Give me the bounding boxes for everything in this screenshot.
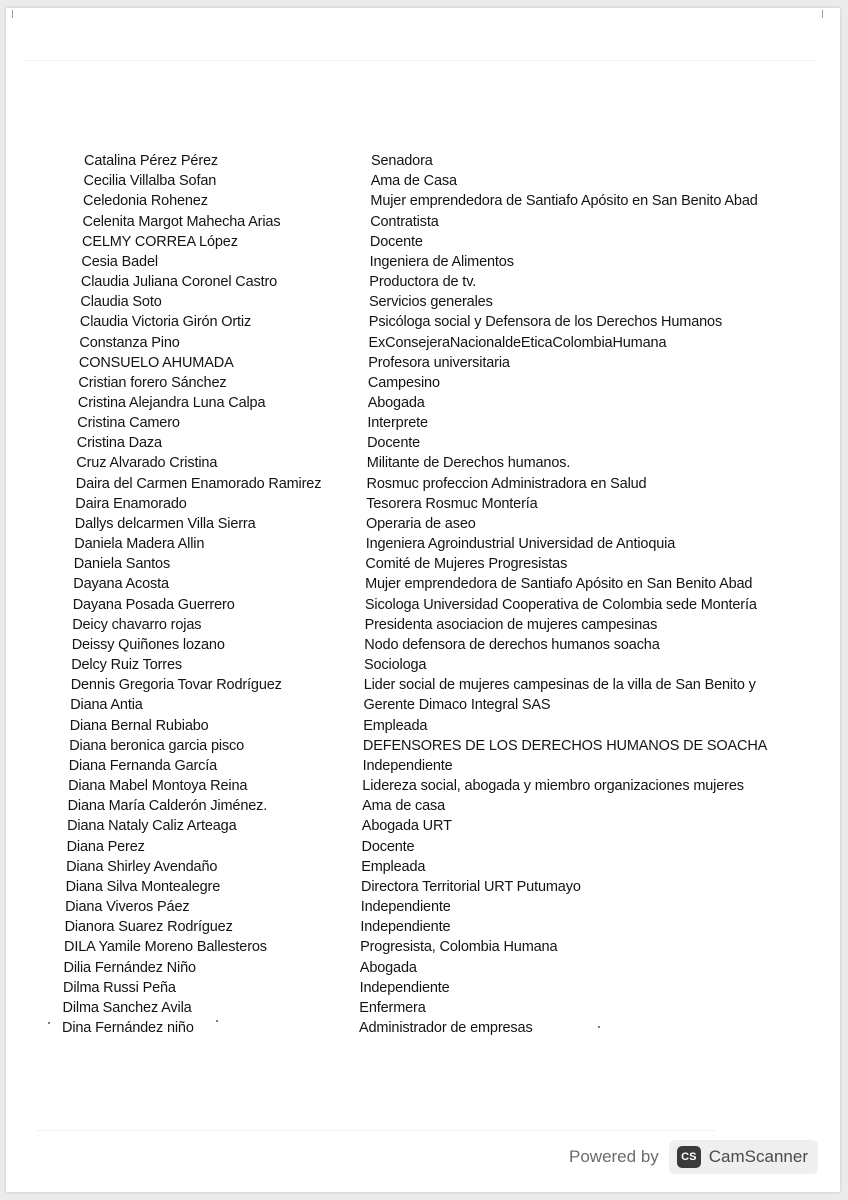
person-name: Diana Shirley Avendaño [66,858,218,875]
person-role: Senadora [371,153,433,169]
list-row [6,554,840,574]
corner-mark-right [822,10,823,18]
person-role: Profesora universitaria [368,354,510,371]
powered-by-label: Powered by [569,1147,659,1166]
person-role: Abogada [367,395,425,411]
person-role: Contratista [370,213,439,230]
person-name: Cristina Daza [76,435,162,452]
person-name: Daniela Madera Allin [74,536,205,553]
person-role: DEFENSORES DE LOS DERECHOS HUMANOS DE SOACHA [362,737,768,754]
list-row [6,816,840,836]
person-role: ExConsejeraNacionaldeEticaColombiaHumana [368,334,667,351]
person-role: Comité de Mujeres Progresistas [365,556,568,573]
person-role: Operaria de aseo [366,515,476,532]
person-name: Dina Fernández niño [62,1020,194,1036]
speck-mark [598,1026,600,1028]
list-row [6,857,840,877]
person-name: Cristian forero Sánchez [78,374,227,391]
list-row [6,615,840,635]
person-role: Productora de tv. [369,274,477,290]
person-name: Constanza Pino [79,334,180,351]
person-name: Celedonia Rohenez [83,193,208,210]
person-name: Diana Viveros Páez [65,899,190,915]
list-row [6,756,840,776]
person-role: Progresista, Colombia Humana [360,939,558,956]
person-role: Docente [369,233,423,250]
scanned-page [6,8,840,1192]
list-row [6,151,840,171]
person-name: Diana María Calderón Jiménez. [67,798,268,815]
list-row [6,191,840,211]
person-name: Deicy chavarro rojas [72,616,202,633]
person-role: Ingeniera Agroindustrial Universidad de Antioquia [365,536,676,553]
person-name: Cruz Alvarado Cristina [76,455,218,472]
person-role: Independiente [360,899,451,915]
list-row [6,595,840,615]
list-row [6,433,840,453]
person-role: Docente [367,435,421,452]
list-row [6,574,840,594]
list-row [6,333,840,353]
person-name: Dayana Posada Guerrero [72,596,235,613]
camscanner-logo-icon: CS [677,1146,701,1168]
person-name: Dilia Fernández Niño [63,959,196,976]
person-role: Lider social de mujeres campesinas de la villa de San Benito y [363,677,756,694]
person-name: Cristina Camero [77,415,180,432]
list-row [6,837,840,857]
person-role: Enfermera [359,999,426,1016]
person-role: Tesorera Rosmuc Montería [366,495,538,512]
person-name: Deissy Quiñones lozano [71,636,225,653]
list-row [6,514,840,534]
person-role: Directora Territorial URT Putumayo [361,878,581,895]
list-row [6,635,840,655]
person-role: Ingeniera de Alimentos [369,253,514,270]
list-row [6,937,840,957]
camscanner-badge [669,1140,818,1174]
list-row [6,373,840,393]
person-name: Delcy Ruiz Torres [71,657,182,674]
list-row [6,494,840,514]
person-role: Servicios generales [369,294,493,311]
person-role: Militante de Derechos humanos. [366,455,571,472]
scan-artifact-top [26,60,816,61]
corner-mark-left [12,10,13,18]
list-row [6,272,840,292]
person-role: Campesino [367,374,440,391]
person-name: Claudia Victoria Girón Ortiz [79,314,252,331]
person-role: Interprete [367,415,428,432]
list-row [6,675,840,695]
person-name: Claudia Soto [80,294,162,311]
person-role: Abogada URT [361,818,452,835]
person-role: Abogada [359,959,417,976]
scan-artifact-bottom [36,1130,716,1131]
person-role: Nodo defensora de derechos humanos soacha [364,636,660,653]
person-name: CONSUELO AHUMADA [78,354,234,371]
list-row [6,998,840,1018]
person-role: Gerente Dimaco Integral SAS [363,697,551,714]
person-role: Ama de casa [362,798,446,815]
person-role: Mujer emprendedora de Santiafo Apósito en San Benito Abad [370,193,758,210]
list-row [6,312,840,332]
person-role: Empleada [361,858,426,875]
person-role: Administrador de empresas [359,1020,533,1036]
person-name: Claudia Juliana Coronel Castro [80,274,278,290]
list-row [6,655,840,675]
list-row [6,252,840,272]
person-name: CELMY CORREA López [82,233,238,250]
person-name: Dilma Russi Peña [63,979,176,996]
person-role: Presidenta asociacion de mujeres campesinas [364,616,658,633]
list-row [6,1018,840,1038]
list-row [6,232,840,252]
person-name: Diana Fernanda García [68,757,218,774]
person-name: Daira del Carmen Enamorado Ramirez [75,475,322,492]
person-name: Diana Perez [66,838,145,855]
person-name: Cesia Badel [81,253,158,270]
list-row [6,716,840,736]
person-name: Diana Nataly Caliz Arteaga [67,818,237,835]
person-name: DILA Yamile Moreno Ballesteros [64,939,267,956]
person-name: Dianora Suarez Rodríguez [64,919,233,936]
person-role: Sicologa Universidad Cooperativa de Colombia sede Montería [364,596,757,613]
list-row [6,978,840,998]
list-row [6,695,840,715]
person-name: Catalina Pérez Pérez [84,153,219,169]
person-role: Independiente [362,757,453,774]
person-name: Daira Enamorado [75,495,187,512]
list-row [6,393,840,413]
list-row [6,534,840,554]
person-role: Independiente [360,919,451,936]
person-name: Diana Bernal Rubiabo [69,717,209,734]
person-name: Dilma Sanchez Avila [62,999,192,1016]
list-row [6,474,840,494]
camscanner-brand-label: CamScanner [708,1147,808,1166]
list-row [6,917,840,937]
person-role: Rosmuc profeccion Administradora en Salud [366,475,647,492]
list-row [6,776,840,796]
list-row [6,796,840,816]
person-role: Psicóloga social y Defensora de los Derechos Humanos [368,314,723,331]
person-name: Diana Silva Montealegre [65,878,221,895]
person-name: Diana beronica garcia pisco [69,737,245,754]
person-role: Docente [361,838,415,855]
list-row [6,736,840,756]
speck-mark [48,1022,50,1024]
person-name: Diana Mabel Montoya Reina [68,778,248,794]
person-name: Dayana Acosta [73,576,169,593]
speck-mark [216,1020,218,1022]
person-name: Daniela Santos [73,556,171,573]
person-name: Dennis Gregoria Tovar Rodríguez [70,677,282,694]
person-role: Mujer emprendedora de Santiafo Apósito en San Benito Abad [365,576,753,593]
person-name: Cristina Alejandra Luna Calpa [77,395,266,411]
person-role: Lidereza social, abogada y miembro organizaciones mujeres [362,778,744,794]
list-row [6,958,840,978]
person-role: Empleada [363,717,428,734]
person-role: Independiente [359,979,450,996]
person-name: Cecilia Villalba Sofan [83,173,217,190]
person-name: Dallys delcarmen Villa Sierra [74,515,256,532]
list-row [6,171,840,191]
person-name: Diana Antia [70,697,143,714]
list-row [6,453,840,473]
person-name: Celenita Margot Mahecha Arias [82,213,281,230]
list-row [6,292,840,312]
list-row [6,877,840,897]
person-role: Sociologa [364,657,427,674]
person-role: Ama de Casa [370,173,457,190]
list-row [6,897,840,917]
list-row [6,413,840,433]
list-row [6,353,840,373]
camscanner-watermark [569,1140,818,1174]
list-row [6,212,840,232]
